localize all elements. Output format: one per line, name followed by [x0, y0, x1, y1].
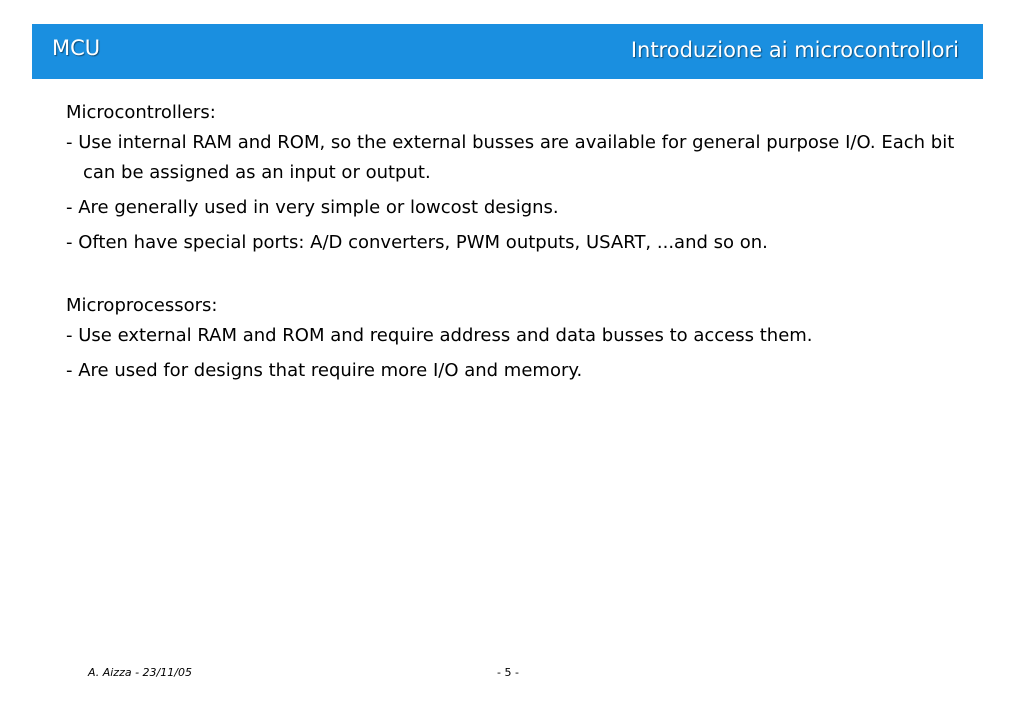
header-bar [32, 24, 983, 79]
microcontrollers-heading: Microcontrollers: [66, 102, 216, 123]
slide-topic-title: Introduzione ai microcontrollori [630, 38, 959, 62]
microprocessors-item-2: - Are used for designs that require more I/O and memory. [66, 360, 583, 381]
footer-page-number: - 5 - [497, 666, 519, 679]
footer-author-date: A. Aizza - 23/11/05 [88, 666, 192, 679]
slide-body [66, 98, 991, 391]
microprocessors-heading: Microprocessors: [66, 295, 218, 316]
microcontrollers-item-3: - Often have special ports: A/D converters, PWM outputs, USART, ...and so on. [66, 232, 768, 253]
microcontrollers-item-1: - Use internal RAM and ROM, so the external busses are available for general purpose I/O. Each bit can be assigned as an input or output. [66, 132, 955, 183]
microprocessors-item-1: - Use external RAM and ROM and require address and data busses to access them. [66, 325, 813, 346]
section-spacer [66, 263, 991, 291]
slide-section-title: MCU [52, 36, 101, 60]
microcontrollers-item-2: - Are generally used in very simple or lowcost designs. [66, 197, 559, 218]
